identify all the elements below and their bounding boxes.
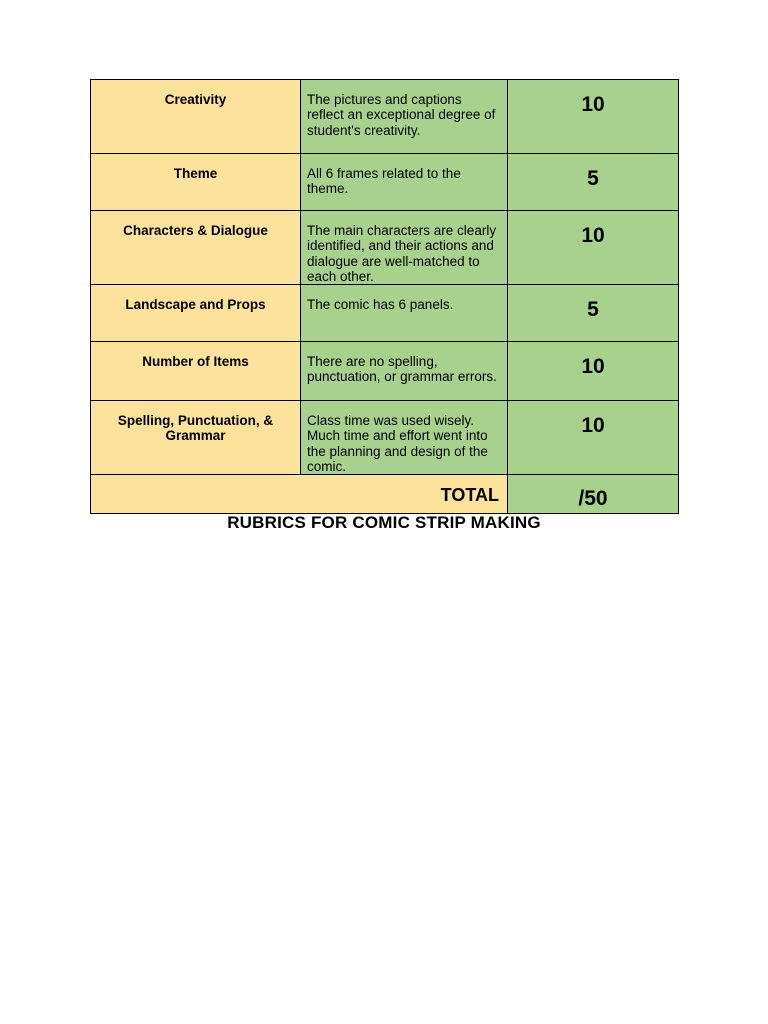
points-cell: 5 [508,154,679,211]
criterion-cell: Number of Items [91,342,301,401]
points-cell: 10 [508,211,679,285]
description-cell: The comic has 6 panels. [301,285,508,342]
rubric-row-creativity [91,80,679,154]
description-cell: Class time was used wisely. Much time and effort went into the planning and design of the comic. [301,401,508,475]
rubric-row-theme [91,154,679,211]
points-cell: 10 [508,80,679,154]
criterion-cell: Characters & Dialogue [91,211,301,285]
total-value: /50 [508,475,679,514]
criterion-cell: Creativity [91,80,301,154]
description-cell: The pictures and captions reflect an exceptional degree of student's creativity. [301,80,508,154]
points-cell: 10 [508,401,679,475]
criterion-cell: Theme [91,154,301,211]
points-cell: 10 [508,342,679,401]
description-cell: All 6 frames related to the theme. [301,154,508,211]
description-cell: The main characters are clearly identified, and their actions and dialogue are well-matched to each other. [301,211,508,285]
rubric-row-number-of-items [91,342,679,401]
total-label: TOTAL [91,475,508,514]
rubric-row-spelling-grammar [91,401,679,475]
rubric-row-landscape-props [91,285,679,342]
criterion-cell: Landscape and Props [91,285,301,342]
rubric-total-row [91,475,679,514]
criterion-cell: Spelling, Punctuation, & Grammar [91,401,301,475]
rubric-row-characters-dialogue [91,211,679,285]
rubric-table [90,79,679,514]
points-cell: 5 [508,285,679,342]
description-cell: There are no spelling, punctuation, or grammar errors. [301,342,508,401]
page-title: RUBRICS FOR COMIC STRIP MAKING [227,513,541,532]
